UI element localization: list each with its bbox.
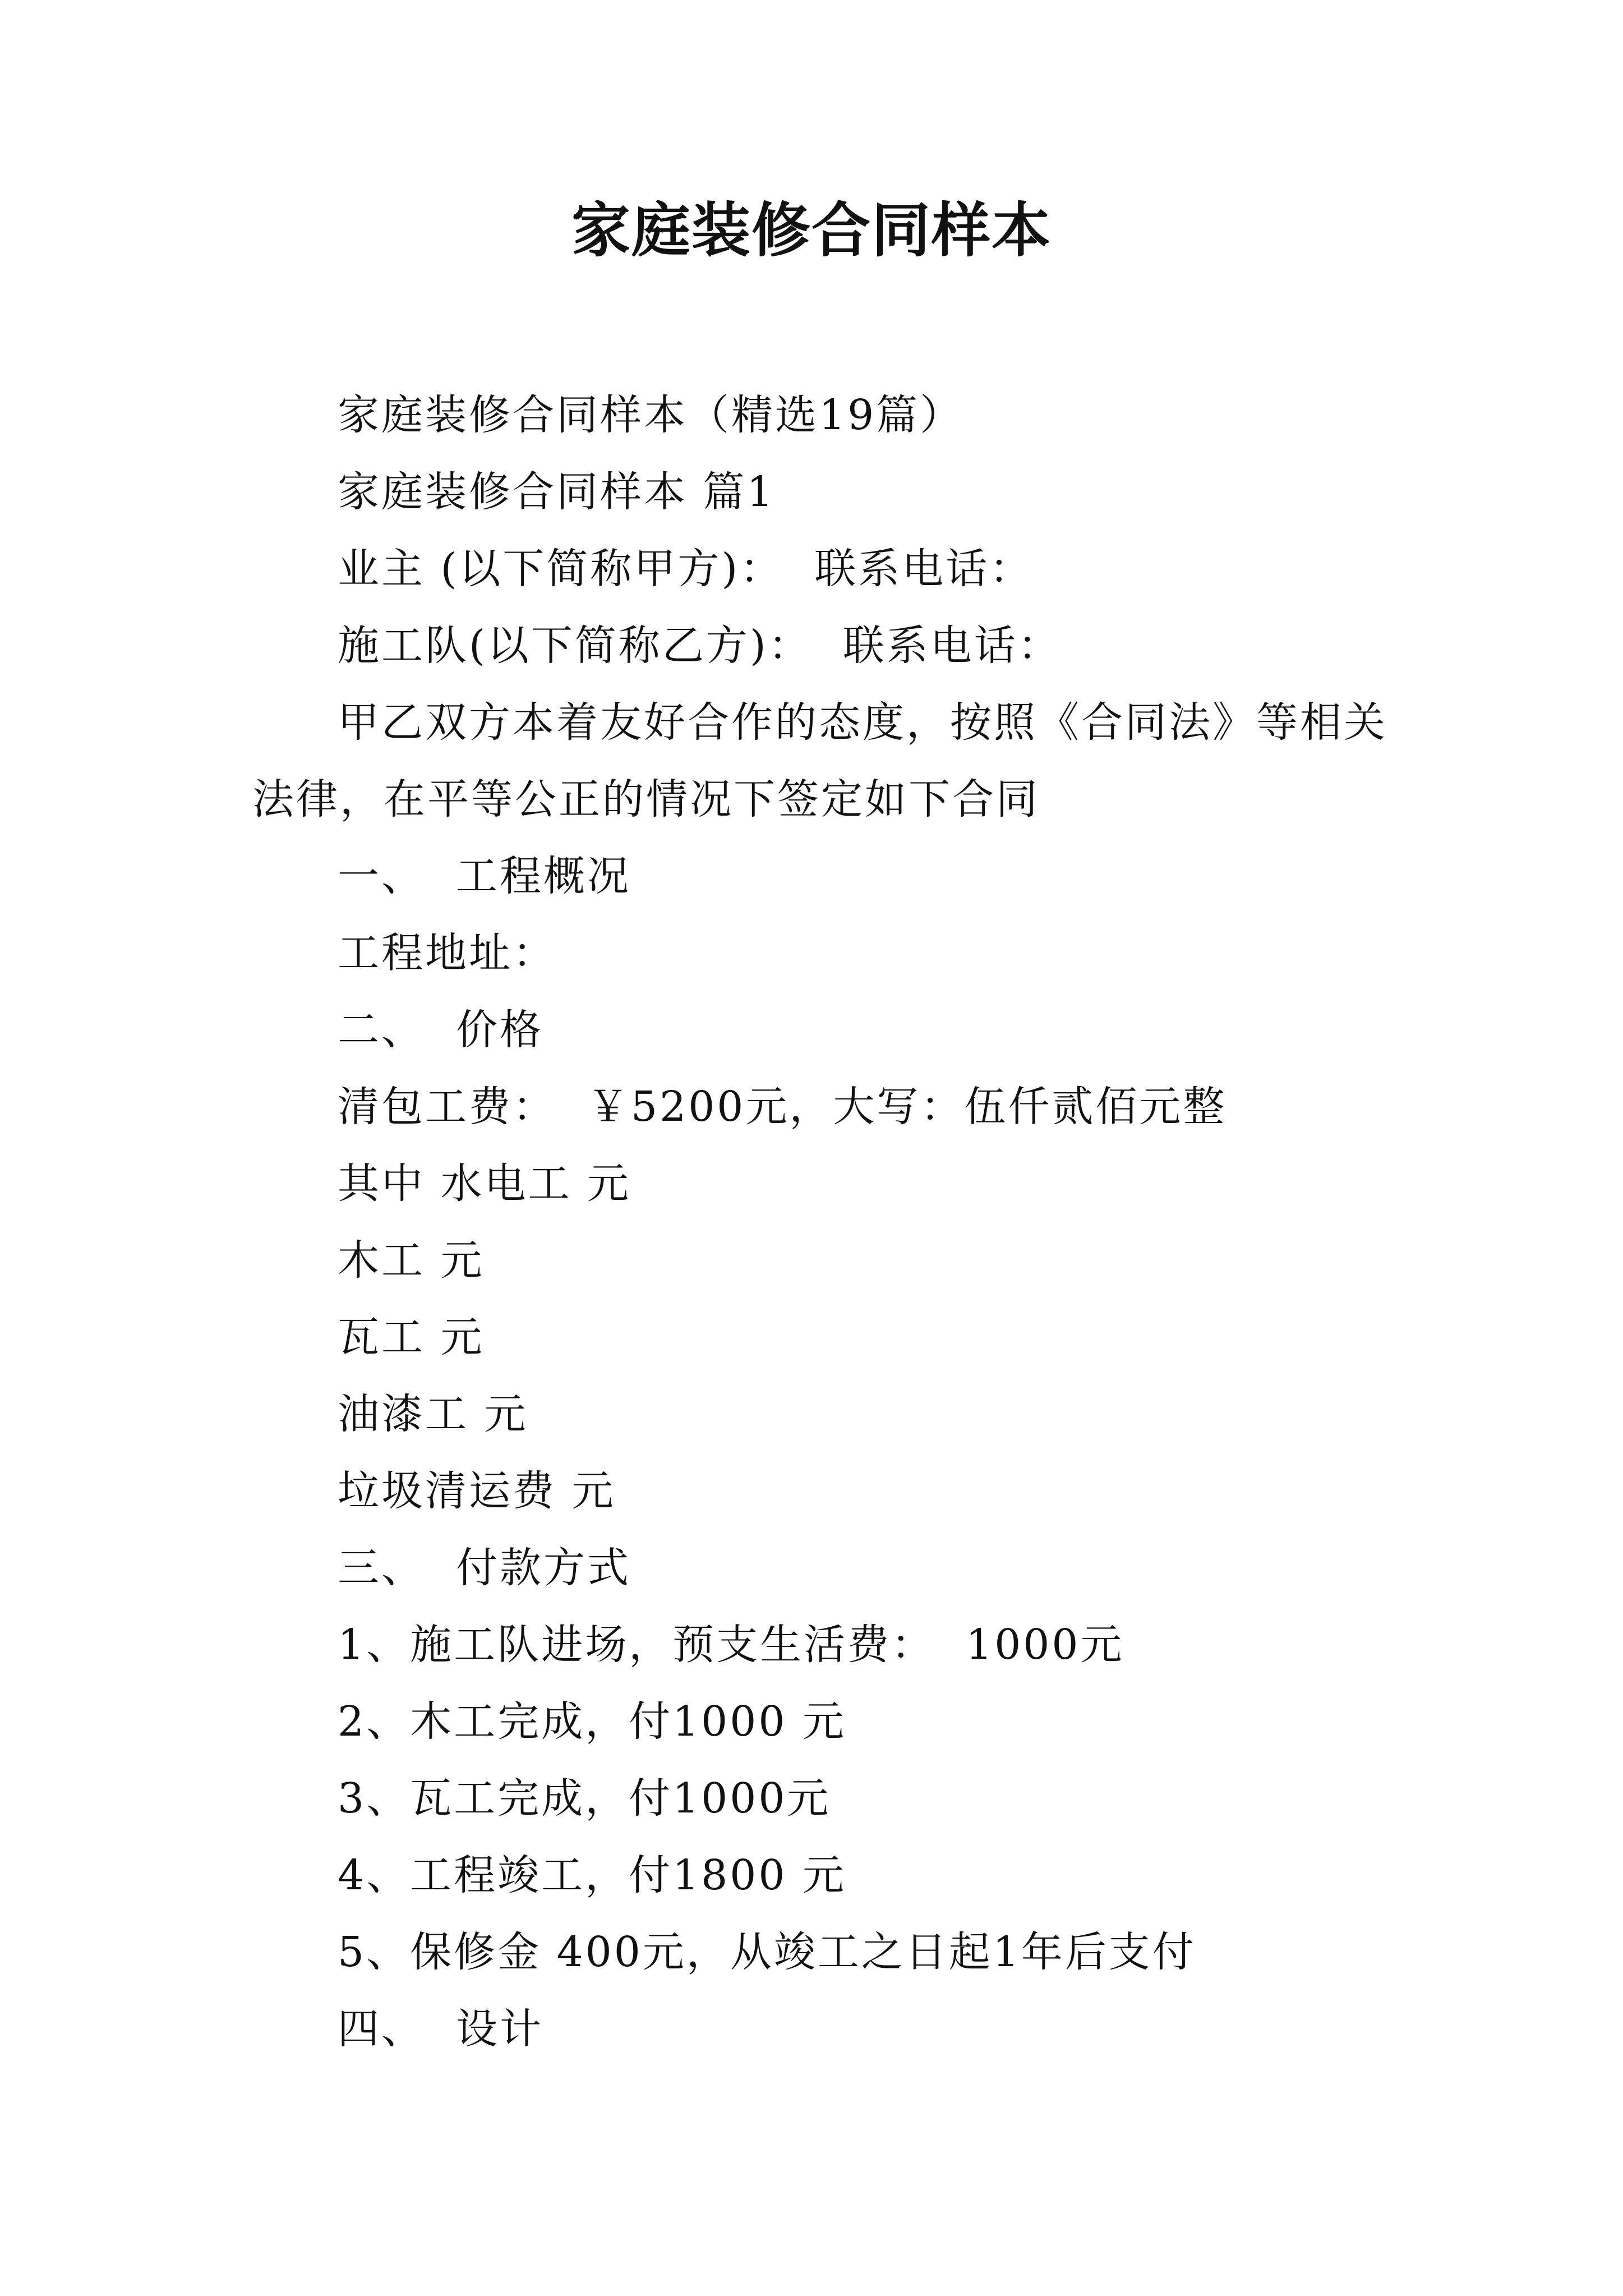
intro-paragraph-continued: 法律，在平等公正的情况下签定如下合同 bbox=[252, 775, 1040, 823]
payment-item: 2、木工完成，付1000 元 bbox=[338, 1697, 846, 1746]
document-body bbox=[252, 377, 1385, 2068]
clause-text: 工程地址： bbox=[338, 929, 556, 977]
clause-text: 瓦工 元 bbox=[338, 1313, 485, 1361]
party-b-line: 施工队(以下简称乙方)： 联系电话： bbox=[338, 622, 1062, 670]
party-a-line: 业主 (以下简称甲方)： 联系电话： bbox=[338, 545, 1034, 593]
clause-heading: 三、 付款方式 bbox=[338, 1544, 631, 1592]
document-title: 家庭装修合同样本 bbox=[571, 195, 1052, 265]
payment-item: 1、施工队进场，预支生活费： 1000元 bbox=[338, 1621, 1124, 1669]
payment-item: 4、工程竣工，付1800 元 bbox=[338, 1851, 846, 1899]
payment-item: 3、瓦工完成，付1000元 bbox=[338, 1774, 831, 1823]
clause-text: 木工 元 bbox=[338, 1236, 485, 1285]
clause-text: 其中 水电工 元 bbox=[338, 1159, 631, 1208]
intro-paragraph: 甲乙双方本着友好合作的态度，按照《合同法》等相关 bbox=[338, 698, 1387, 747]
payment-item: 5、保修金 400元，从竣工之日起1年后支付 bbox=[338, 1928, 1196, 1976]
clause-text: 垃圾清运费 元 bbox=[338, 1467, 616, 1515]
clause-text: 油漆工 元 bbox=[338, 1390, 528, 1438]
clause-heading: 二、 价格 bbox=[338, 1006, 544, 1054]
clause-heading: 一、 工程概况 bbox=[338, 852, 631, 900]
clause-heading: 四、 设计 bbox=[338, 2005, 544, 2053]
section-heading: 家庭装修合同样本 篇1 bbox=[338, 468, 776, 516]
collection-title: 家庭装修合同样本（精选19篇） bbox=[338, 391, 964, 439]
clause-text: 清包工费： ￥5200元，大写：伍仟贰佰元整 bbox=[338, 1083, 1227, 1131]
